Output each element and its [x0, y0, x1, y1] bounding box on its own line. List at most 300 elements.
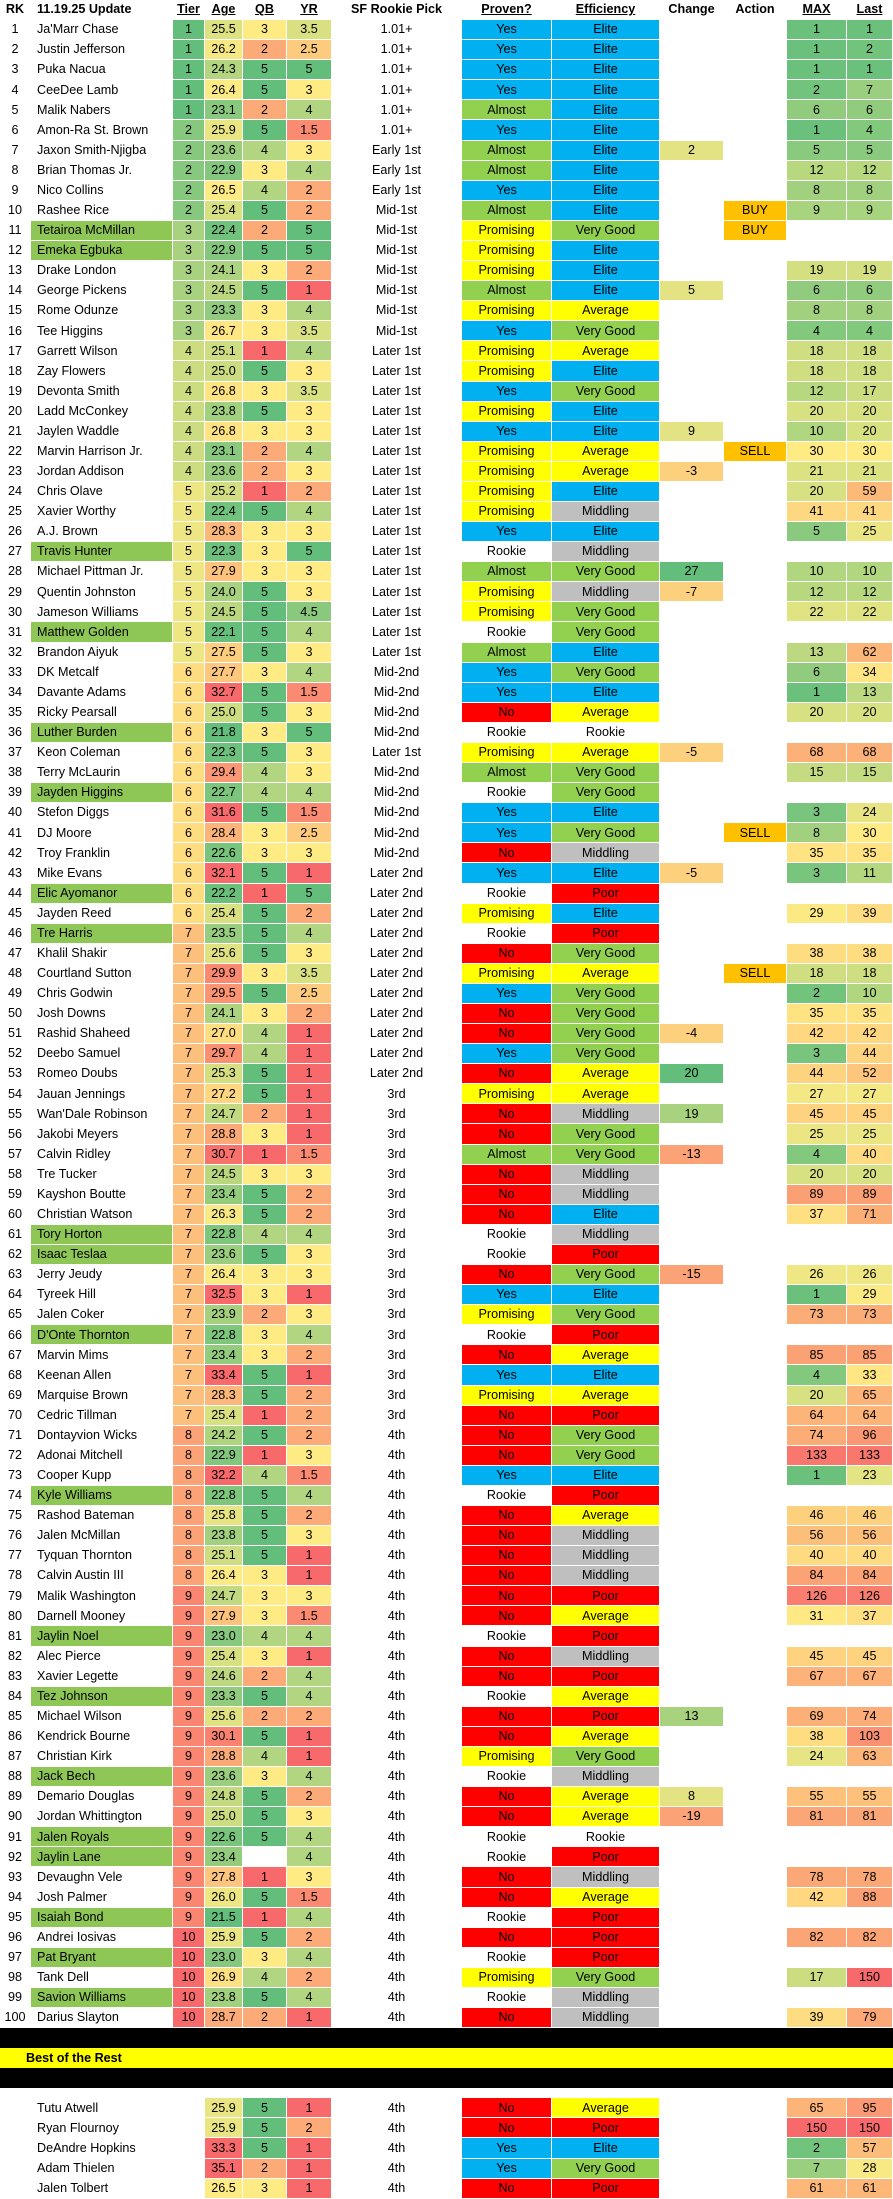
- rank-cell: 30: [0, 602, 31, 622]
- last-cell: 63: [847, 1747, 893, 1767]
- age-cell: 30.7: [205, 1145, 243, 1165]
- yr-cell: 3: [287, 1586, 332, 1606]
- player-name: Rashod Bateman: [31, 1506, 173, 1526]
- age-cell: 26.4: [205, 1566, 243, 1586]
- max-cell: 4: [787, 1145, 847, 1165]
- qb-cell: 5: [243, 582, 287, 602]
- yr-cell: 4.5: [287, 602, 332, 622]
- tier-cell: 2: [173, 161, 205, 181]
- table-row: [0, 402, 893, 422]
- proven-cell: Promising: [462, 743, 552, 763]
- age-cell: 26.8: [205, 382, 243, 402]
- action-cell: [724, 161, 787, 181]
- pick-cell: 3rd: [332, 1225, 462, 1245]
- age-cell: 22.8: [205, 1325, 243, 1345]
- max-cell: 7: [787, 2159, 847, 2179]
- max-cell: [787, 1626, 847, 1646]
- age-cell: 26.9: [205, 1968, 243, 1988]
- qb-cell: 3: [243, 1285, 287, 1305]
- yr-cell: 1: [287, 863, 332, 883]
- player-name: DJ Moore: [31, 823, 173, 843]
- max-cell: [787, 542, 847, 562]
- action-cell: BUY: [724, 201, 787, 221]
- max-cell: 85: [787, 1345, 847, 1365]
- last-cell: 52: [847, 1064, 893, 1084]
- qb-cell: [243, 1847, 287, 1867]
- yr-cell: 3.5: [287, 382, 332, 402]
- rank-cell: 75: [0, 1506, 31, 1526]
- player-name: Rome Odunze: [31, 301, 173, 321]
- rank-cell: 4: [0, 80, 31, 100]
- qb-cell: 5: [243, 80, 287, 100]
- table-row: [0, 984, 893, 1004]
- rank-cell: 7: [0, 141, 31, 161]
- table-row: [0, 1526, 893, 1546]
- pick-cell: Later 1st: [332, 643, 462, 663]
- last-cell: [847, 1988, 893, 2008]
- table-row: [0, 944, 893, 964]
- yr-cell: 4: [287, 1767, 332, 1787]
- pick-cell: 4th: [332, 2179, 462, 2199]
- efficiency-cell: Very Good: [552, 1004, 660, 1024]
- qb-cell: 3: [243, 1265, 287, 1285]
- table-row: [0, 763, 893, 783]
- efficiency-cell: Poor: [552, 2179, 660, 2199]
- rank-cell: 81: [0, 1626, 31, 1646]
- rank-cell: 18: [0, 361, 31, 381]
- rank-cell: 85: [0, 1707, 31, 1727]
- age-cell: 21.5: [205, 1908, 243, 1928]
- tier-cell: 8: [173, 1466, 205, 1486]
- max-cell: 1: [787, 60, 847, 80]
- last-cell: 17: [847, 382, 893, 402]
- max-cell: [787, 1847, 847, 1867]
- yr-cell: 5: [287, 221, 332, 241]
- proven-cell: No: [462, 1205, 552, 1225]
- last-cell: 11: [847, 863, 893, 883]
- yr-cell: 2: [287, 1506, 332, 1526]
- proven-cell: No: [462, 1185, 552, 1205]
- change-cell: [660, 1948, 724, 1968]
- tier-cell: 5: [173, 643, 205, 663]
- yr-cell: 4: [287, 1325, 332, 1345]
- change-cell: 27: [660, 562, 724, 582]
- player-name: Jakobi Meyers: [31, 1124, 173, 1144]
- proven-cell: Almost: [462, 281, 552, 301]
- tier-cell: 6: [173, 663, 205, 683]
- pick-cell: 1.01+: [332, 40, 462, 60]
- age-cell: 23.4: [205, 1185, 243, 1205]
- action-cell: [724, 723, 787, 743]
- player-name: Savion Williams: [31, 1988, 173, 2008]
- efficiency-cell: Elite: [552, 683, 660, 703]
- rank-cell: [0, 2179, 31, 2199]
- yr-cell: 2: [287, 1004, 332, 1024]
- yr-cell: 3: [287, 743, 332, 763]
- age-cell: 32.7: [205, 683, 243, 703]
- last-cell: 59: [847, 482, 893, 502]
- max-cell: 4: [787, 1365, 847, 1385]
- tier-cell: 8: [173, 1446, 205, 1466]
- max-cell: [787, 1988, 847, 2008]
- pick-cell: 4th: [332, 1807, 462, 1827]
- max-cell: 84: [787, 1566, 847, 1586]
- yr-cell: 4: [287, 1486, 332, 1506]
- max-cell: 20: [787, 402, 847, 422]
- tier-cell: 10: [173, 1988, 205, 2008]
- action-cell: [724, 321, 787, 341]
- yr-cell: 3: [287, 1526, 332, 1546]
- last-cell: 45: [847, 1104, 893, 1124]
- change-cell: [660, 1124, 724, 1144]
- action-cell: [724, 2159, 787, 2179]
- player-name: Ricky Pearsall: [31, 703, 173, 723]
- age-cell: 23.8: [205, 402, 243, 422]
- pick-cell: Mid-2nd: [332, 703, 462, 723]
- action-cell: [724, 582, 787, 602]
- last-cell: 45: [847, 1647, 893, 1667]
- table-row: [0, 1305, 893, 1325]
- efficiency-cell: Very Good: [552, 1024, 660, 1044]
- qb-cell: 5: [243, 60, 287, 80]
- age-cell: 26.0: [205, 1888, 243, 1908]
- last-cell: 9: [847, 201, 893, 221]
- tier-cell: 6: [173, 803, 205, 823]
- efficiency-cell: Middling: [552, 542, 660, 562]
- change-cell: [660, 1566, 724, 1586]
- table-row: [0, 783, 893, 803]
- rank-cell: 1: [0, 20, 31, 40]
- efficiency-cell: Very Good: [552, 1446, 660, 1466]
- header-yr: YR: [287, 0, 332, 20]
- proven-cell: Almost: [462, 763, 552, 783]
- efficiency-cell: Very Good: [552, 1426, 660, 1446]
- pick-cell: 3rd: [332, 1265, 462, 1285]
- rank-cell: 77: [0, 1546, 31, 1566]
- rank-cell: 13: [0, 261, 31, 281]
- max-cell: [787, 1486, 847, 1506]
- proven-cell: No: [462, 1727, 552, 1747]
- change-cell: [660, 1687, 724, 1707]
- max-cell: 6: [787, 663, 847, 683]
- rank-cell: 79: [0, 1586, 31, 1606]
- efficiency-cell: Poor: [552, 1325, 660, 1345]
- pick-cell: Later 2nd: [332, 944, 462, 964]
- qb-cell: 5: [243, 622, 287, 642]
- qb-cell: 4: [243, 783, 287, 803]
- action-cell: [724, 502, 787, 522]
- qb-cell: 3: [243, 2179, 287, 2199]
- pick-cell: 4th: [332, 1667, 462, 1687]
- age-cell: 22.1: [205, 622, 243, 642]
- efficiency-cell: Average: [552, 1807, 660, 1827]
- pick-cell: 3rd: [332, 1205, 462, 1225]
- action-cell: [724, 1325, 787, 1345]
- qb-cell: 5: [243, 1185, 287, 1205]
- last-cell: 20: [847, 402, 893, 422]
- efficiency-cell: Poor: [552, 884, 660, 904]
- tier-cell: 9: [173, 1747, 205, 1767]
- proven-cell: Promising: [462, 1747, 552, 1767]
- yr-cell: 4: [287, 663, 332, 683]
- change-cell: [660, 602, 724, 622]
- last-cell: 39: [847, 904, 893, 924]
- proven-cell: Yes: [462, 823, 552, 843]
- efficiency-cell: Poor: [552, 1486, 660, 1506]
- action-cell: [724, 1225, 787, 1245]
- table-row: [0, 161, 893, 181]
- pick-cell: Later 1st: [332, 542, 462, 562]
- table-row: [0, 964, 893, 984]
- change-cell: [660, 944, 724, 964]
- age-cell: 24.6: [205, 1667, 243, 1687]
- change-cell: [660, 823, 724, 843]
- action-cell: [724, 1024, 787, 1044]
- action-cell: [724, 1265, 787, 1285]
- qb-cell: 3: [243, 20, 287, 40]
- max-cell: 126: [787, 1586, 847, 1606]
- action-cell: [724, 1747, 787, 1767]
- change-cell: [660, 20, 724, 40]
- table-row: [0, 723, 893, 743]
- table-row: [0, 1767, 893, 1787]
- qb-cell: 3: [243, 301, 287, 321]
- pick-cell: Mid-2nd: [332, 763, 462, 783]
- table-row: [0, 1124, 893, 1144]
- action-cell: SELL: [724, 964, 787, 984]
- pick-cell: Early 1st: [332, 161, 462, 181]
- proven-cell: No: [462, 1586, 552, 1606]
- qb-cell: 5: [243, 1807, 287, 1827]
- pick-cell: Later 1st: [332, 562, 462, 582]
- tier-cell: 7: [173, 1185, 205, 1205]
- table-row: [0, 1426, 893, 1446]
- table-row: [0, 1707, 893, 1727]
- player-name: Puka Nacua: [31, 60, 173, 80]
- pick-cell: Later 1st: [332, 582, 462, 602]
- max-cell: 45: [787, 1647, 847, 1667]
- qb-cell: 2: [243, 1667, 287, 1687]
- table-row: [0, 2118, 893, 2138]
- qb-cell: 5: [243, 2118, 287, 2138]
- max-cell: 38: [787, 944, 847, 964]
- yr-cell: 5: [287, 241, 332, 261]
- tier-cell: 7: [173, 1265, 205, 1285]
- pick-cell: 1.01+: [332, 120, 462, 140]
- pick-cell: 3rd: [332, 1245, 462, 1265]
- last-cell: 57: [847, 2138, 893, 2158]
- yr-cell: 5: [287, 884, 332, 904]
- action-cell: [724, 261, 787, 281]
- rank-cell: 23: [0, 462, 31, 482]
- age-cell: 25.6: [205, 944, 243, 964]
- player-name: Malik Nabers: [31, 100, 173, 120]
- player-name: Deebo Samuel: [31, 1044, 173, 1064]
- age-cell: 26.7: [205, 321, 243, 341]
- table-row: [0, 100, 893, 120]
- action-cell: [724, 1787, 787, 1807]
- action-cell: [724, 1767, 787, 1787]
- proven-cell: Yes: [462, 40, 552, 60]
- pick-cell: 1.01+: [332, 80, 462, 100]
- player-name: Tank Dell: [31, 1968, 173, 1988]
- header-efficiency: Efficiency: [552, 0, 660, 20]
- efficiency-cell: Very Good: [552, 1968, 660, 1988]
- change-cell: [660, 1867, 724, 1887]
- qb-cell: 5: [243, 120, 287, 140]
- action-cell: [724, 1486, 787, 1506]
- change-cell: [660, 1928, 724, 1948]
- yr-cell: 2: [287, 1928, 332, 1948]
- qb-cell: 3: [243, 522, 287, 542]
- rank-cell: 28: [0, 562, 31, 582]
- age-cell: 25.0: [205, 703, 243, 723]
- tier-cell: 7: [173, 1325, 205, 1345]
- proven-cell: Rookie: [462, 1325, 552, 1345]
- pick-cell: 4th: [332, 1867, 462, 1887]
- change-cell: [660, 1044, 724, 1064]
- player-name: Keon Coleman: [31, 743, 173, 763]
- last-cell: 23: [847, 1466, 893, 1486]
- pick-cell: Later 1st: [332, 462, 462, 482]
- rank-cell: 72: [0, 1446, 31, 1466]
- tier-cell: 7: [173, 1205, 205, 1225]
- proven-cell: Rookie: [462, 783, 552, 803]
- tier-cell: 4: [173, 341, 205, 361]
- efficiency-cell: Poor: [552, 1928, 660, 1948]
- proven-cell: No: [462, 1526, 552, 1546]
- max-cell: 82: [787, 1928, 847, 1948]
- qb-cell: 5: [243, 643, 287, 663]
- table-row: [0, 1084, 893, 1104]
- player-name: Jalen Royals: [31, 1827, 173, 1847]
- qb-cell: 5: [243, 602, 287, 622]
- player-name: Jaylin Noel: [31, 1626, 173, 1646]
- action-cell: [724, 2118, 787, 2138]
- change-cell: [660, 482, 724, 502]
- last-cell: 19: [847, 261, 893, 281]
- qb-cell: 3: [243, 161, 287, 181]
- last-cell: 103: [847, 1727, 893, 1747]
- proven-cell: No: [462, 1024, 552, 1044]
- proven-cell: No: [462, 1807, 552, 1827]
- efficiency-cell: Very Good: [552, 1265, 660, 1285]
- qb-cell: 5: [243, 1787, 287, 1807]
- efficiency-cell: Middling: [552, 1988, 660, 2008]
- age-cell: 22.7: [205, 783, 243, 803]
- pick-cell: 3rd: [332, 1345, 462, 1365]
- yr-cell: 4: [287, 1908, 332, 1928]
- qb-cell: 2: [243, 100, 287, 120]
- last-cell: [847, 221, 893, 241]
- rank-cell: 9: [0, 181, 31, 201]
- change-cell: [660, 622, 724, 642]
- rank-cell: 43: [0, 863, 31, 883]
- yr-cell: 1: [287, 1566, 332, 1586]
- tier-cell: 7: [173, 1145, 205, 1165]
- max-cell: 89: [787, 1185, 847, 1205]
- last-cell: 78: [847, 1867, 893, 1887]
- change-cell: [660, 1004, 724, 1024]
- efficiency-cell: Rookie: [552, 723, 660, 743]
- rank-cell: 36: [0, 723, 31, 743]
- last-cell: 85: [847, 1345, 893, 1365]
- player-name: Emeka Egbuka: [31, 241, 173, 261]
- player-name: Jauan Jennings: [31, 1084, 173, 1104]
- player-name: Brandon Aiyuk: [31, 643, 173, 663]
- rank-cell: 55: [0, 1104, 31, 1124]
- proven-cell: No: [462, 1124, 552, 1144]
- age-cell: 29.7: [205, 1044, 243, 1064]
- table-row: [0, 1867, 893, 1887]
- pick-cell: Later 2nd: [332, 884, 462, 904]
- table-row: [0, 341, 893, 361]
- last-cell: 88: [847, 1888, 893, 1908]
- yr-cell: 2: [287, 904, 332, 924]
- age-cell: 25.9: [205, 1928, 243, 1948]
- player-name: Tre Harris: [31, 924, 173, 944]
- pick-cell: Mid-1st: [332, 221, 462, 241]
- pick-cell: Later 1st: [332, 602, 462, 622]
- table-row: [0, 1225, 893, 1245]
- yr-cell: 1: [287, 1124, 332, 1144]
- last-cell: [847, 1908, 893, 1928]
- change-cell: [660, 221, 724, 241]
- table-row: [0, 1968, 893, 1988]
- table-row: [0, 1245, 893, 1265]
- qb-cell: 3: [243, 382, 287, 402]
- max-cell: 1: [787, 40, 847, 60]
- last-cell: 35: [847, 843, 893, 863]
- qb-cell: 3: [243, 1767, 287, 1787]
- change-cell: [660, 2118, 724, 2138]
- qb-cell: 4: [243, 181, 287, 201]
- change-cell: [660, 1345, 724, 1365]
- qb-cell: 5: [243, 1205, 287, 1225]
- efficiency-cell: Elite: [552, 261, 660, 281]
- tier-cell: 8: [173, 1506, 205, 1526]
- change-cell: [660, 1647, 724, 1667]
- age-cell: 26.4: [205, 80, 243, 100]
- tier-cell: 9: [173, 1606, 205, 1626]
- table-row: [0, 663, 893, 683]
- last-cell: 61: [847, 2179, 893, 2199]
- action-cell: [724, 1185, 787, 1205]
- table-row: [0, 1566, 893, 1586]
- proven-cell: No: [462, 1787, 552, 1807]
- qb-cell: 5: [243, 1245, 287, 1265]
- qb-cell: 5: [243, 1526, 287, 1546]
- age-cell: 30.1: [205, 1727, 243, 1747]
- pick-cell: Mid-1st: [332, 261, 462, 281]
- last-cell: 30: [847, 823, 893, 843]
- yr-cell: 1: [287, 2098, 332, 2118]
- pick-cell: Later 1st: [332, 402, 462, 422]
- table-row: [0, 1647, 893, 1667]
- table-row: [0, 1486, 893, 1506]
- change-cell: [660, 1466, 724, 1486]
- proven-cell: Yes: [462, 2159, 552, 2179]
- last-cell: 34: [847, 663, 893, 683]
- proven-cell: Yes: [462, 2138, 552, 2158]
- proven-cell: Rookie: [462, 884, 552, 904]
- pick-cell: Mid-2nd: [332, 663, 462, 683]
- rank-cell: 74: [0, 1486, 31, 1506]
- tier-cell: 10: [173, 1968, 205, 1988]
- qb-cell: 5: [243, 241, 287, 261]
- age-cell: 23.3: [205, 301, 243, 321]
- proven-cell: Almost: [462, 201, 552, 221]
